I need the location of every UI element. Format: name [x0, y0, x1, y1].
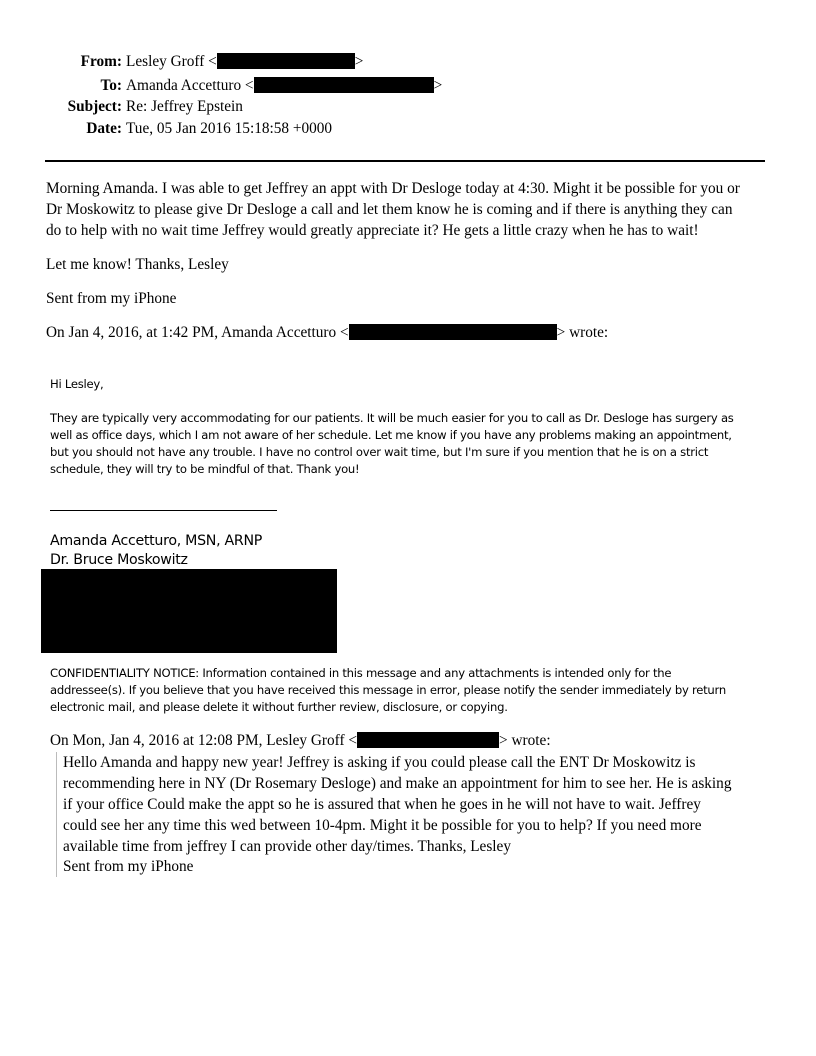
redaction-box [357, 732, 499, 748]
reply2-line: recommending here in NY (Dr Rosemary Desloge) and make an appointment for him to see her. He is asking [63, 775, 732, 792]
from-label: From: [80, 53, 122, 70]
redaction-box [254, 77, 434, 93]
reply-intro-suffix: > wrote: [556, 324, 609, 341]
confidentiality-line: CONFIDENTIALITY NOTICE: Information contained in this message and any attachments is intended only for the [50, 666, 672, 680]
reply2-line: Hello Amanda and happy new year! Jeffrey is asking if you could please call the ENT Dr Moskowitz is [63, 754, 696, 771]
quote-bar [56, 752, 57, 877]
body-sent-from: Sent from my iPhone [46, 290, 177, 307]
reply1-greeting: Hi Lesley, [50, 377, 104, 391]
reply1-line: They are typically very accommodating for our patients. It will be much easier for you to call as Dr. Desloge has surgery as [50, 411, 734, 425]
date-value: Tue, 05 Jan 2016 15:18:58 +0000 [126, 120, 333, 137]
to-value [126, 77, 442, 95]
signature-org: Dr. Bruce Moskowitz [50, 552, 188, 568]
date-label: Date: [86, 120, 122, 137]
reply1-line: well as office days, which I am not aware of her schedule. Let me know if you have any problems making an appointment, [50, 428, 732, 442]
reply2-line: available time from jeffrey I can provide other day/times. Thanks, Lesley [63, 838, 511, 855]
body-line: Dr Moskowitz to please give Dr Desloge a call and let them know he is coming and if there is anything they can [46, 201, 733, 218]
confidentiality-line: electronic mail, and please delete it without further review, disclosure, or copying. [50, 700, 508, 714]
header-divider [45, 160, 765, 162]
reply-intro [46, 324, 608, 342]
reply1-line: but you should not have any trouble. I have no control over wait time, but I'm sure if you mention that he is on a strict [50, 445, 709, 459]
subject-value: Re: Jeffrey Epstein [126, 98, 243, 115]
reply2-sent-from: Sent from my iPhone [63, 858, 194, 875]
from-name: Lesley Groff < [126, 53, 217, 70]
confidentiality-line: addressee(s). If you believe that you have received this message in error, please notify the sender immediately by return [50, 683, 726, 697]
close-bracket: > [433, 77, 443, 94]
redaction-box [41, 569, 337, 653]
reply-intro-prefix: On Jan 4, 2016, at 1:42 PM, Amanda Accetturo < [46, 324, 349, 341]
reply2-intro [50, 732, 551, 750]
redaction-box [349, 324, 557, 340]
from-value [126, 53, 363, 71]
signature-name: Amanda Accetturo, MSN, ARNP [50, 533, 263, 549]
to-name: Amanda Accetturo < [126, 77, 254, 94]
to-label: To: [100, 77, 122, 94]
signature-separator [50, 510, 277, 511]
reply2-line: if your office Could make the appt so he is assured that when he goes in he will not have to wait. Jeffrey [63, 796, 701, 813]
body-line: do to help with no wait time Jeffrey would greatly appreciate it? He gets a little crazy when he has to wait! [46, 222, 699, 239]
redaction-box [217, 53, 355, 69]
body-signoff: Let me know! Thanks, Lesley [46, 256, 229, 273]
reply2-line: could see her any time this wed between 10-4pm. Might it be possible for you to help? If you need more [63, 817, 702, 834]
reply2-intro-suffix: > wrote: [499, 732, 551, 749]
close-bracket: > [354, 53, 364, 70]
reply2-intro-prefix: On Mon, Jan 4, 2016 at 12:08 PM, Lesley Groff < [50, 732, 358, 749]
subject-label: Subject: [67, 98, 122, 115]
reply1-line: schedule, they will try to be mindful of that. Thank you! [50, 462, 360, 476]
body-line: Morning Amanda. I was able to get Jeffrey an appt with Dr Desloge today at 4:30. Might it be possible for you or [46, 180, 740, 197]
